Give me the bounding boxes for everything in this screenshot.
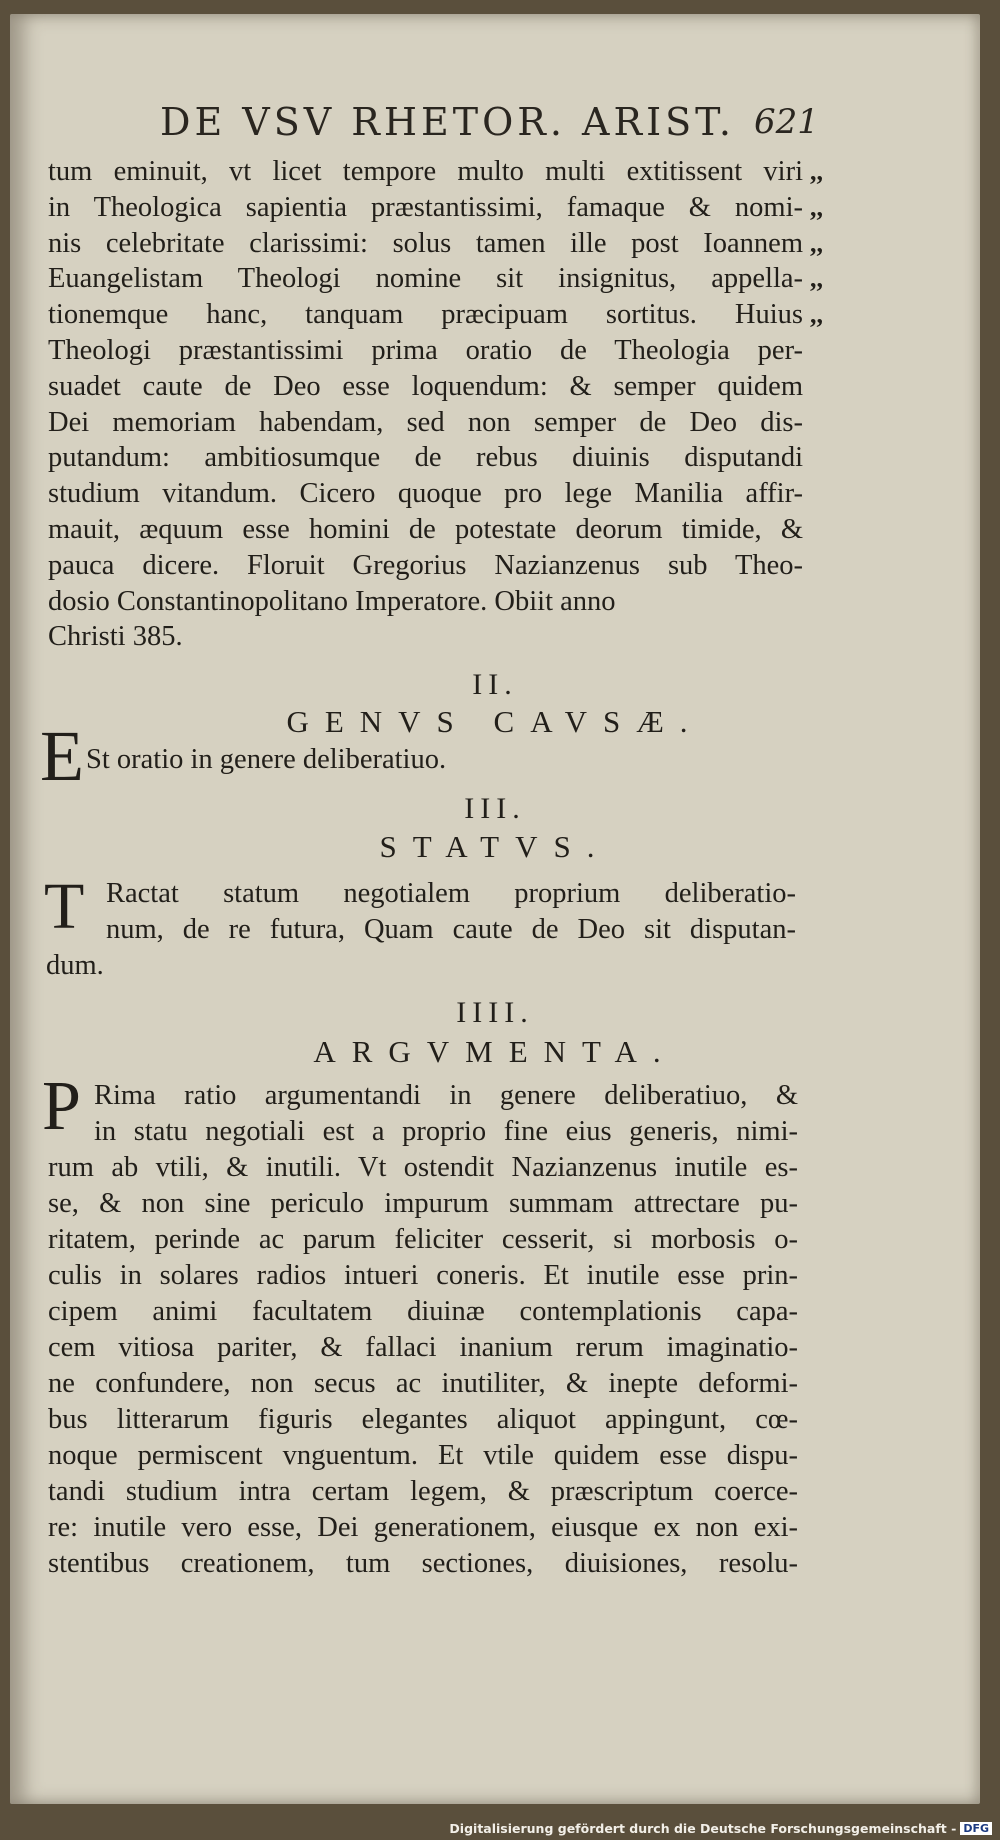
section-4-line: noque permiscent vnguentum. Et vtile quidem esse dispu- — [48, 1440, 798, 1471]
dfg-logo: DFG — [960, 1822, 992, 1835]
intro-line: Euangelistam Theologi nomine sit insignitus, appella- — [48, 263, 803, 295]
intro-line: Theologi præstantissimi prima oratio de Theologia per- — [48, 334, 803, 366]
intro-line: in Theologica sapientia præstantissimi, famaque & nomi- — [48, 191, 803, 223]
intro-paragraph — [48, 154, 803, 655]
section-2-dropcap: E — [40, 716, 84, 796]
quote-mark: ,, — [810, 300, 823, 330]
page-number: 621 — [754, 102, 819, 142]
section-3-number: III. — [464, 792, 526, 825]
intro-line: putandum: ambitiosumque de rebus diuinis disputandi — [48, 442, 803, 474]
intro-line: tum eminuit, vt licet tempore multo multi extitissent viri — [48, 156, 803, 187]
section-4-dropcap: P — [42, 1068, 81, 1145]
intro-line: Christi 385. — [48, 621, 183, 653]
intro-line: Dei memoriam habendam, sed non semper de Deo dis- — [48, 406, 803, 438]
intro-line: studium vitandum. Cicero quoque pro lege Manilia affir- — [48, 478, 803, 510]
section-2-title: GENVS CAVSÆ. — [286, 704, 704, 739]
quote-mark: ,, — [810, 228, 823, 258]
section-3-text — [106, 876, 796, 948]
section-4-number: IIII. — [456, 996, 534, 1029]
section-4-text — [48, 1150, 798, 1582]
section-4-line: ritatem, perinde ac parum feliciter cesserit, si morbosis o- — [48, 1224, 798, 1255]
section-4-line: stentibus creationem, tum sectiones, diuisiones, resolu- — [48, 1548, 798, 1579]
intro-line: nis celebritate clarissimi: solus tamen ille post Ioannem — [48, 227, 803, 259]
section-4-line: cem vitiosa pariter, & fallaci inanium rerum imaginatio- — [48, 1332, 798, 1363]
section-4-line: Rima ratio argumentandi in genere deliberatiuo, & — [94, 1080, 798, 1111]
section-4-text-indented — [94, 1078, 798, 1150]
section-4-line: tandi studium intra certam legem, & præscriptum coerce- — [48, 1476, 798, 1507]
quote-mark: ,, — [810, 157, 823, 186]
intro-line: pauca dicere. Floruit Gregorius Nazianzenus sub Theo- — [48, 549, 803, 581]
section-4-line: bus litterarum figuris elegantes aliquot appingunt, cœ- — [48, 1404, 798, 1435]
section-4-line: ne confundere, non secus ac inutiliter, & inepte deformi- — [48, 1368, 798, 1399]
section-4-line: re: inutile vero esse, Dei generationem, eiusque ex non exi- — [48, 1512, 798, 1543]
section-3-line-last: dum. — [46, 950, 104, 981]
section-2-line: St oratio in genere deliberatiuo. — [86, 744, 447, 775]
book-page — [10, 14, 980, 1804]
section-4-line: in statu negotiali est a proprio fine eius generis, nimi- — [94, 1116, 798, 1147]
intro-line: mauit, æquum esse homini de potestate deorum timide, & — [48, 513, 803, 545]
section-4-title: ARGVMENTA. — [313, 1034, 677, 1069]
intro-line: tionemque hanc, tanquam præcipuam sortitus. Huius — [48, 299, 803, 331]
intro-line: suadet caute de Deo esse loquendum: & semper quidem — [48, 370, 803, 402]
digitization-credit — [449, 1821, 992, 1836]
section-4-line: se, & non sine periculo impurum summam attrectare pu- — [48, 1188, 798, 1219]
section-4-line: cipem animi facultatem diuinæ contemplationis capa- — [48, 1296, 798, 1327]
section-2-text — [86, 742, 786, 778]
section-3-line: num, de re futura, Quam caute de Deo sit disputan- — [106, 914, 796, 945]
running-header: DE VSV RHETOR. ARIST. — [160, 100, 735, 144]
section-2-number: II. — [472, 668, 518, 701]
section-3-line: Ractat statum negotialem proprium deliberatio- — [106, 878, 796, 909]
section-3-dropcap: T — [44, 870, 85, 943]
section-4-line: rum ab vtili, & inutili. Vt ostendit Nazianzenus inutile es- — [48, 1152, 798, 1183]
section-4-line: culis in solares radios intueri coneris. Et inutile esse prin- — [48, 1260, 798, 1291]
margin-quote-marks — [810, 154, 850, 333]
quote-mark: ,, — [810, 264, 823, 294]
section-3-title: STATVS. — [379, 829, 611, 864]
credit-text: Digitalisierung gefördert durch die Deutsche Forschungsgemeinschaft - — [449, 1821, 957, 1836]
intro-line: dosio Constantinopolitano Imperatore. Obiit anno — [48, 585, 616, 617]
quote-mark: ,, — [810, 192, 823, 222]
